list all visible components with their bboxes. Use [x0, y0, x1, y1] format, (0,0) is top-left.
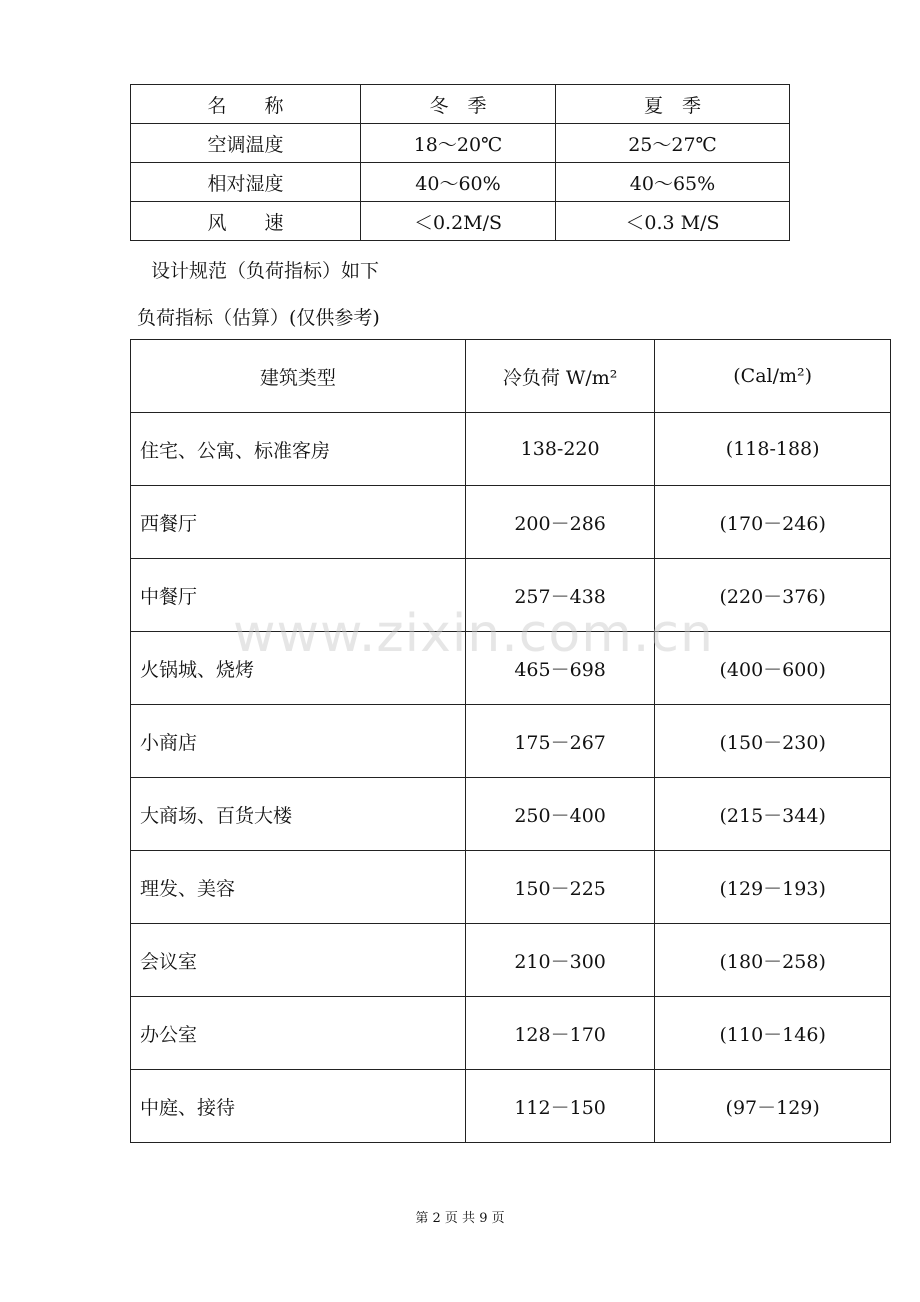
- building-type-cell: 大商场、百货大楼: [131, 778, 466, 851]
- header-cell: (Cal/m²): [655, 340, 891, 413]
- table-row: [131, 851, 891, 924]
- table-cell: 18～20℃: [361, 124, 556, 163]
- cooling-load-cell: 138-220: [465, 413, 654, 486]
- building-type-cell: 会议室: [131, 924, 466, 997]
- header-cell: 名 称: [131, 85, 361, 124]
- table-row: [131, 486, 891, 559]
- building-type-cell: 中庭、接待: [131, 1070, 466, 1143]
- table-cell: 空调温度: [131, 124, 361, 163]
- table-cell: 风 速: [131, 202, 361, 241]
- conditions-table: [130, 84, 790, 241]
- cal-value-cell: (170－246): [655, 486, 891, 559]
- cal-value-cell: (129－193): [655, 851, 891, 924]
- table-row: [131, 924, 891, 997]
- table-row: [131, 202, 790, 241]
- table-row: [131, 559, 891, 632]
- cooling-load-cell: 128－170: [465, 997, 654, 1070]
- table-cell: 40～65%: [556, 163, 790, 202]
- header-cell: 冬 季: [361, 85, 556, 124]
- cooling-load-cell: 200－286: [465, 486, 654, 559]
- cal-value-cell: (220－376): [655, 559, 891, 632]
- cal-value-cell: (118-188): [655, 413, 891, 486]
- table-row: [131, 163, 790, 202]
- table-row: [131, 997, 891, 1070]
- building-type-cell: 理发、美容: [131, 851, 466, 924]
- building-type-cell: 西餐厅: [131, 486, 466, 559]
- table-cell: ＜0.3 M/S: [556, 202, 790, 241]
- load-index-table: [130, 339, 891, 1143]
- table-row: [131, 778, 891, 851]
- table-cell: 25～27℃: [556, 124, 790, 163]
- page-footer: 第 2 页 共 9 页: [415, 1211, 505, 1226]
- cal-value-cell: (180－258): [655, 924, 891, 997]
- table-row: [131, 705, 891, 778]
- header-cell: 建筑类型: [131, 340, 466, 413]
- cooling-load-cell: 175－267: [465, 705, 654, 778]
- watermark: www.zixin.com.cn: [233, 604, 714, 664]
- building-type-cell: 小商店: [131, 705, 466, 778]
- table-cell: ＜0.2M/S: [361, 202, 556, 241]
- table-row: [131, 413, 891, 486]
- table-cell: 相对湿度: [131, 163, 361, 202]
- table-row: [131, 124, 790, 163]
- cooling-load-cell: 250－400: [465, 778, 654, 851]
- building-type-cell: 中餐厅: [131, 559, 466, 632]
- building-type-cell: 办公室: [131, 997, 466, 1070]
- table-header-row: [131, 340, 891, 413]
- cal-value-cell: (97－129): [655, 1070, 891, 1143]
- cooling-load-cell: 210－300: [465, 924, 654, 997]
- cal-value-cell: (400－600): [655, 632, 891, 705]
- header-cell: 冷负荷 W/m²: [465, 340, 654, 413]
- building-type-cell: 火锅城、烧烤: [131, 632, 466, 705]
- design-spec-text: 设计规范（负荷指标）如下: [151, 260, 380, 282]
- cooling-load-cell: 150－225: [465, 851, 654, 924]
- cooling-load-cell: 465－698: [465, 632, 654, 705]
- building-type-cell: 住宅、公寓、标准客房: [131, 413, 466, 486]
- table-row: [131, 1070, 891, 1143]
- table-cell: 40～60%: [361, 163, 556, 202]
- load-index-title: 负荷指标（估算）(仅供参考): [137, 307, 380, 329]
- cooling-load-cell: 112－150: [465, 1070, 654, 1143]
- header-cell: 夏 季: [556, 85, 790, 124]
- cal-value-cell: (110－146): [655, 997, 891, 1070]
- table-row: [131, 632, 891, 705]
- cal-value-cell: (150－230): [655, 705, 891, 778]
- table-header-row: [131, 85, 790, 124]
- cooling-load-cell: 257－438: [465, 559, 654, 632]
- cal-value-cell: (215－344): [655, 778, 891, 851]
